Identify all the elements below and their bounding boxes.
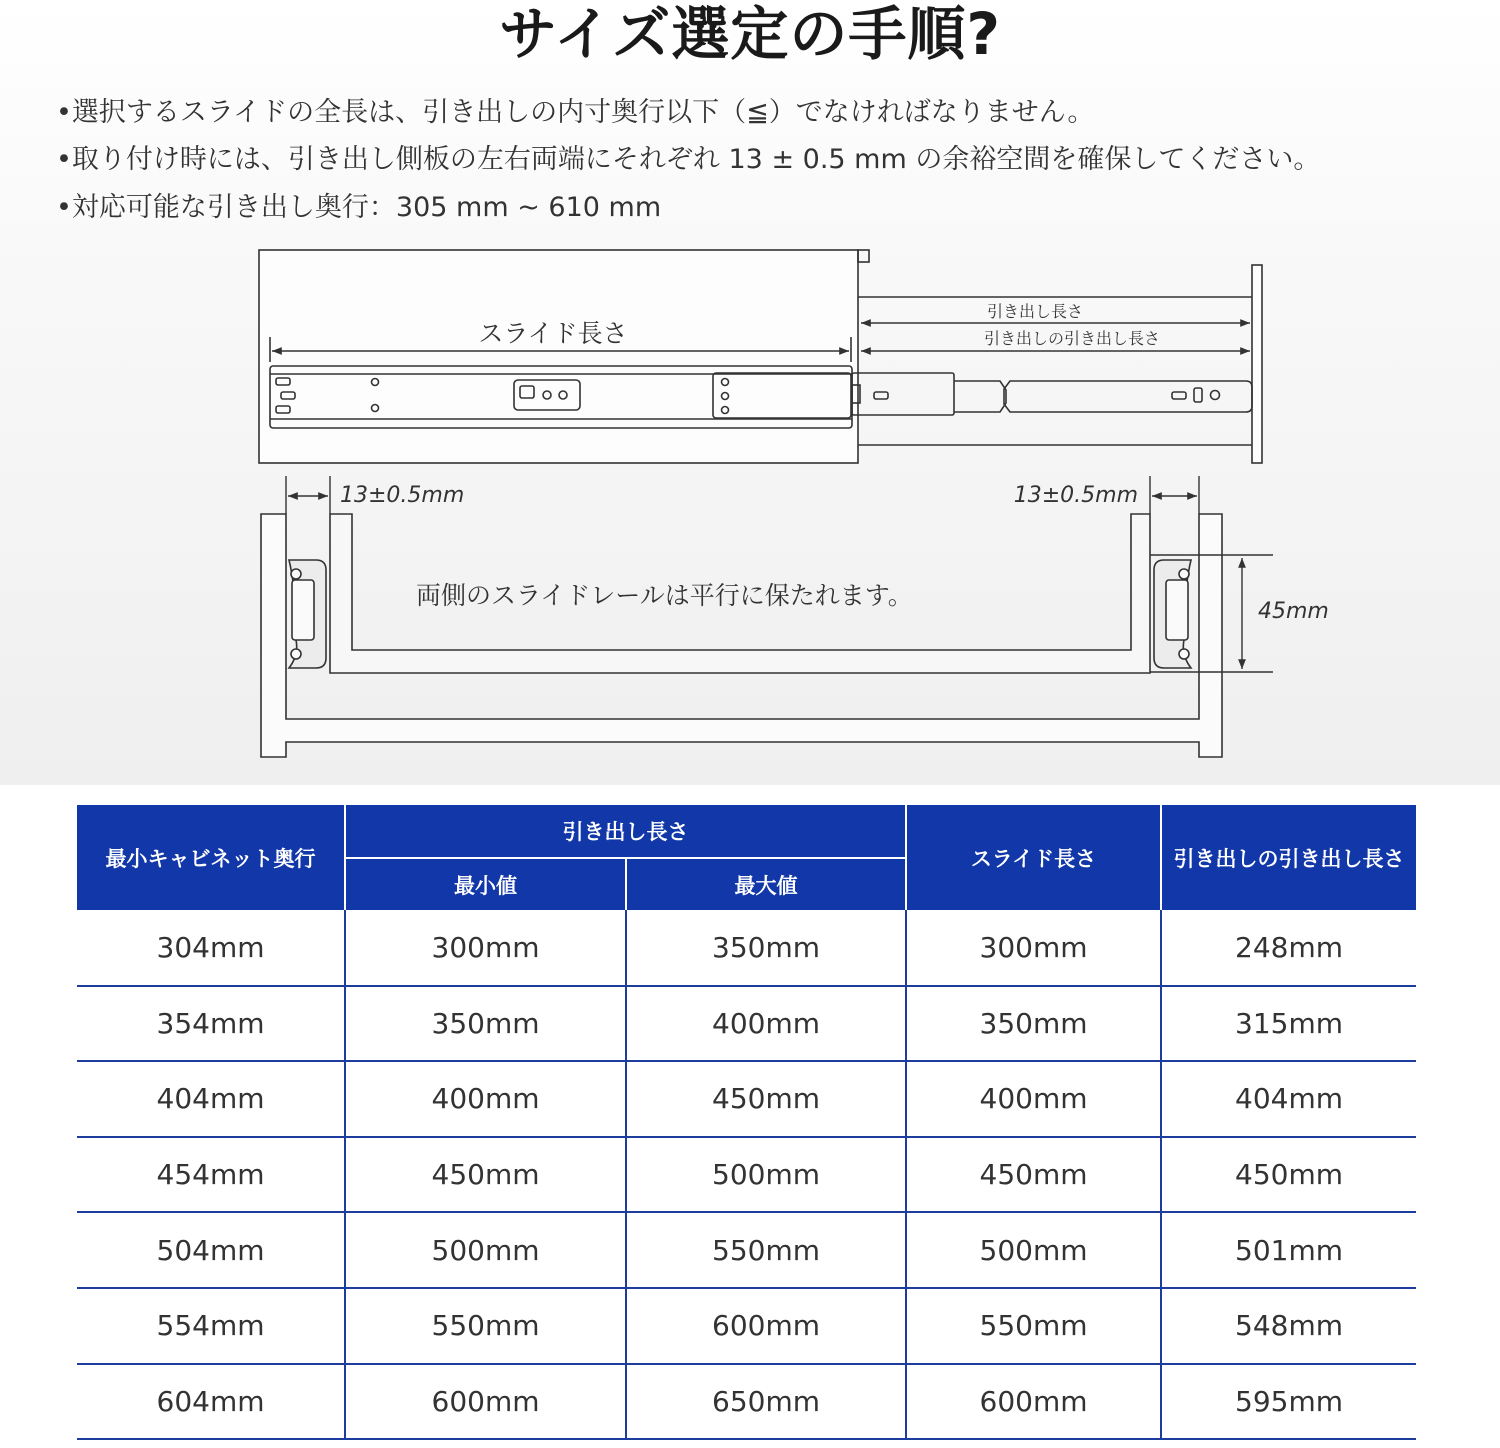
page-title: サイズ選定の手順? [498,0,1001,68]
slide-length-label: スライド長さ [478,319,628,348]
header-min-value: 最小値 [345,858,626,910]
drawer-side-view [259,250,1262,463]
table-cell: 604mm [77,1364,345,1440]
table-cell: 400mm [626,986,906,1062]
table-cell: 600mm [906,1364,1161,1440]
header-drawer-extension: 引き出しの引き出し長さ [1161,805,1416,910]
table-cell: 450mm [1161,1137,1416,1213]
table-cell: 400mm [345,1061,626,1137]
header-slide-length: スライド長さ [906,805,1161,910]
cabinet-front-view [261,514,1222,757]
table-cell: 248mm [1161,910,1416,986]
bullet-drawer-depth-range: •対応可能な引き出し奥行：305 mm ~ 610 mm [56,192,662,223]
table-cell: 504mm [77,1212,345,1288]
table-cell: 304mm [77,910,345,986]
rail-height-label: 45mm [1258,599,1329,624]
table-cell: 595mm [1161,1364,1416,1440]
table-row [77,1137,1416,1213]
table-row [77,1212,1416,1288]
table-row [77,986,1416,1062]
left-rail-profile [289,560,326,668]
table-cell: 300mm [906,910,1161,986]
table-cell: 404mm [77,1061,345,1137]
table-cell: 350mm [345,986,626,1062]
table-cell: 350mm [906,986,1161,1062]
left-clearance-label: 13±0.5mm [340,483,465,508]
table-cell: 550mm [906,1288,1161,1364]
parallel-note: 両側のスライドレールは平行に保たれます。 [416,581,913,610]
table-cell: 501mm [1161,1212,1416,1288]
table-cell: 600mm [626,1288,906,1364]
table-row [77,910,1416,986]
table-cell: 400mm [906,1061,1161,1137]
table-row [77,1364,1416,1440]
header-max-value: 最大値 [626,858,906,910]
table-cell: 548mm [1161,1288,1416,1364]
table-row [77,1288,1416,1364]
right-rail-profile [1154,560,1191,668]
table-cell: 550mm [345,1288,626,1364]
table-cell: 550mm [626,1212,906,1288]
bullet-clearance-rule: •取り付け時には、引き出し側板の左右両端にそれぞれ 13 ± 0.5 mm の余裕空間を確保してください。 [56,144,1321,175]
header-extension-length: 引き出し長さ [345,805,906,858]
table-cell: 554mm [77,1288,345,1364]
table-cell: 354mm [77,986,345,1062]
table-cell: 450mm [345,1137,626,1213]
table-cell: 315mm [1161,986,1416,1062]
right-clearance-label: 13±0.5mm [1013,483,1138,508]
table-row [77,1061,1416,1137]
table-cell: 600mm [345,1364,626,1440]
drawer-extension-label: 引き出しの引き出し長さ [983,329,1161,348]
size-selection-table [77,805,1416,1440]
table-cell: 450mm [626,1061,906,1137]
table-cell: 500mm [345,1212,626,1288]
extension-length-label: 引き出し長さ [986,302,1084,321]
table-cell: 350mm [626,910,906,986]
table-cell: 500mm [626,1137,906,1213]
table-cell: 454mm [77,1137,345,1213]
table-cell: 300mm [345,910,626,986]
table-cell: 404mm [1161,1061,1416,1137]
table-cell: 650mm [626,1364,906,1440]
table-cell: 450mm [906,1137,1161,1213]
table-cell: 500mm [906,1212,1161,1288]
bullet-slide-length-rule: •選択するスライドの全長は、引き出しの内寸奥行以下（≦）でなければなりません。 [56,97,1095,128]
header-min-cabinet-depth: 最小キャビネット奥行 [77,805,345,910]
